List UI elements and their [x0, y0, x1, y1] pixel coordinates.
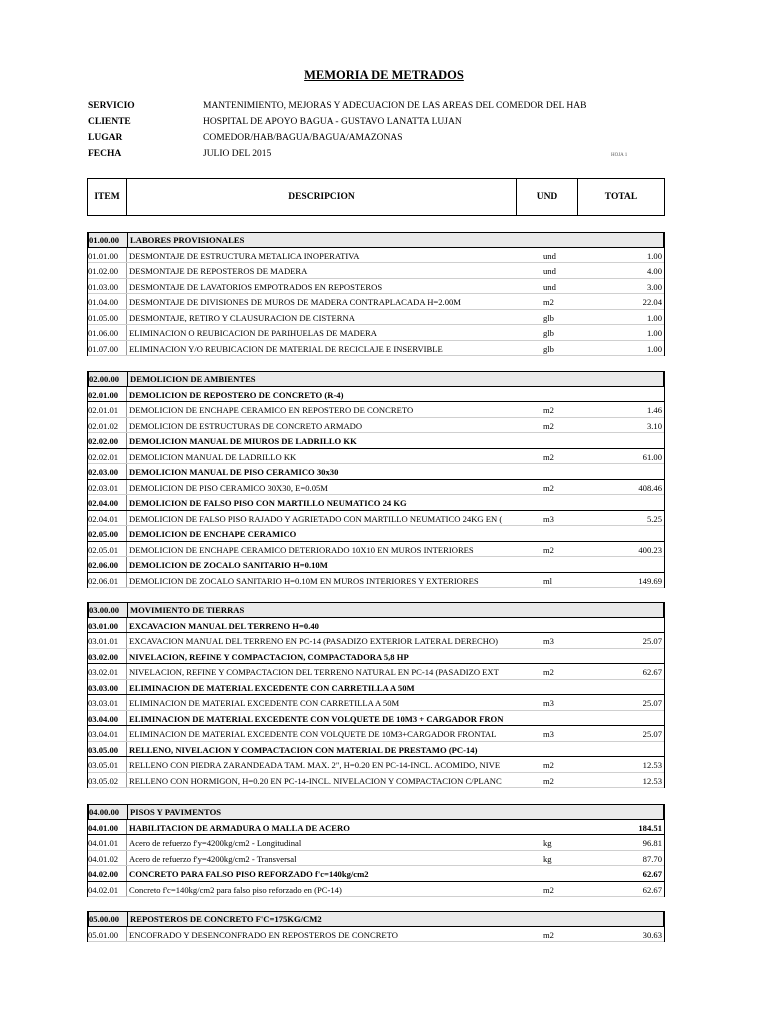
item-unit: und [543, 281, 556, 292]
table-row [88, 341, 664, 357]
table-row [88, 835, 664, 851]
table-row [88, 511, 664, 527]
subsection-row [88, 618, 664, 634]
meta-label: LUGAR [88, 133, 123, 143]
section-header-row [88, 232, 664, 248]
item-code: 02.03.01 [88, 482, 119, 493]
item-code: 04.02.00 [88, 869, 119, 879]
item-unit: m2 [543, 451, 554, 462]
item-total: 62.67 [642, 884, 662, 895]
item-description: ELIMINACION DE MATERIAL EXCEDENTE CON VOLQUETE DE 10M3+CARGADOR FRONTAL [129, 729, 497, 739]
item-code: 01.01.00 [88, 250, 119, 261]
item-description: DESMONTAJE DE REPOSTEROS DE MADERA [129, 266, 308, 276]
item-code: 01.07.00 [88, 343, 119, 354]
subsection-row [88, 820, 664, 836]
item-description: RELLENO CON PIEDRA ZARANDEADA TAM. MAX. 2", H=0.20 EN PC-14-INCL. ACOMIDO, NIVE [129, 760, 501, 770]
item-code: 01.05.00 [88, 312, 119, 323]
table-section [87, 232, 665, 356]
meta-value: COMEDOR/HAB/BAGUA/BAGUA/AMAZONAS [203, 133, 403, 143]
item-code: 02.06.01 [88, 575, 119, 586]
item-description: DEMOLICION DE ZOCALO SANITARIO H=0.10M EN MUROS INTERIORES Y EXTERIORES [129, 575, 479, 586]
item-description: DEMOLICION DE ENCHAPE CERAMICO DETERIORADO 10X10 EN MUROS INTERIORES [129, 544, 474, 555]
table-row [88, 664, 664, 680]
item-code: 04.00.00 [89, 807, 120, 817]
table-row [88, 325, 664, 341]
item-unit: glb [543, 343, 554, 354]
item-unit: und [543, 250, 556, 261]
item-description: MOVIMIENTO DE TIERRAS [130, 605, 245, 615]
subsection-row [88, 557, 664, 573]
item-code: 04.01.02 [88, 853, 119, 864]
meta-label: CLIENTE [88, 117, 131, 127]
table-row [88, 726, 664, 742]
item-unit: m3 [543, 636, 554, 646]
subsection-row [88, 711, 664, 727]
table-row [88, 927, 664, 943]
item-code: 01.00.00 [89, 235, 120, 245]
item-total: 87.70 [642, 853, 662, 864]
item-description: DEMOLICION DE PISO CERAMICO 30X30, E=0.05M [129, 482, 328, 493]
item-total: 1.00 [646, 343, 662, 354]
subsection-row [88, 433, 664, 449]
item-description: DEMOLICION DE FALSO PISO RAJADO Y AGRIETADO CON MARTILLO NEUMATICO 24KG EN ( [129, 513, 503, 524]
header-description: DESCRIPCION [127, 179, 517, 215]
item-total: 12.53 [642, 760, 662, 770]
item-code: 02.03.00 [88, 467, 119, 477]
item-code: 05.01.00 [88, 929, 119, 940]
item-total: 184.51 [638, 822, 662, 833]
item-description: ELIMINACION DE MATERIAL EXCEDENTE CON CARRETILLA A 50M [129, 698, 400, 708]
item-description: DESMONTAJE DE ESTRUCTURA METALICA INOPERATIVA [129, 250, 360, 261]
item-total: 1.00 [646, 250, 662, 261]
item-description: DESMONTAJE DE LAVATORIOS EMPOTRADOS EN REPOSTEROS [129, 281, 383, 292]
item-code: 03.01.00 [88, 620, 119, 631]
item-description: Acero de refuerzo f'y=4200kg/cm2 - Transversal [129, 853, 297, 864]
item-description: Acero de refuerzo f'y=4200kg/cm2 - Longitudinal [129, 838, 302, 848]
table-row [88, 294, 664, 310]
item-total: 30.63 [642, 929, 662, 940]
item-unit: ml [543, 575, 553, 586]
item-unit: glb [543, 328, 554, 338]
item-description: PISOS Y PAVIMENTOS [130, 807, 222, 817]
table-row [88, 882, 664, 898]
table-section [87, 911, 665, 942]
item-description: ELIMINACION DE MATERIAL EXCEDENTE CON CARRETILLA A 50M [129, 682, 415, 693]
item-code: 02.02.01 [88, 451, 119, 462]
table-section [87, 371, 665, 588]
table-row [88, 542, 664, 558]
item-unit: m2 [543, 420, 554, 431]
item-description: DEMOLICION DE FALSO PISO CON MARTILLO NEUMATICO 24 KG [129, 498, 407, 508]
item-description: DEMOLICION DE ZOCALO SANITARIO H=0.10M [129, 560, 328, 570]
subsection-row [88, 464, 664, 480]
document-title: MEMORIA DE METRADOS [304, 68, 464, 82]
meta-value: MANTENIMIENTO, MEJORAS Y ADECUACION DE LAS AREAS DEL COMEDOR DEL HAB [203, 101, 587, 111]
item-description: HABILITACION DE ARMADURA O MALLA DE ACERO [129, 822, 350, 833]
item-description: ELIMINACION O REUBICACION DE PARIHUELAS DE MADERA [129, 328, 377, 338]
item-code: 02.01.00 [88, 389, 119, 400]
subsection-row [88, 680, 664, 696]
item-code: 02.00.00 [89, 374, 120, 384]
item-code: 04.02.01 [88, 884, 119, 895]
table-section [87, 804, 665, 897]
item-code: 02.05.00 [88, 529, 119, 539]
item-unit: m3 [543, 513, 554, 524]
item-unit: m2 [543, 775, 554, 786]
table-row [88, 633, 664, 649]
item-code: 01.02.00 [88, 266, 119, 276]
item-unit: m2 [543, 884, 554, 895]
table-row [88, 263, 664, 279]
meta-label: SERVICIO [88, 101, 135, 111]
item-code: 03.05.01 [88, 760, 119, 770]
item-description: RELLENO, NIVELACION Y COMPACTACION CON MATERIAL DE PRESTAMO (PC-14) [129, 744, 478, 755]
table-row [88, 757, 664, 773]
item-code: 02.06.00 [88, 560, 119, 570]
item-total: 61.00 [642, 451, 662, 462]
meta-value: HOSPITAL DE APOYO BAGUA - GUSTAVO LANATTA LUJAN [203, 117, 462, 127]
item-code: 03.02.00 [88, 651, 119, 662]
item-description: DEMOLICION MANUAL DE PISO CERAMICO 30x30 [129, 467, 339, 477]
header-unit: UND [517, 179, 578, 215]
item-total: 25.07 [642, 698, 662, 708]
subsection-row [88, 649, 664, 665]
item-description: EXCAVACION MANUAL DEL TERRENO EN PC-14 (PASADIZO EXTERIOR LATERAL DERECHO) [129, 636, 498, 646]
item-total: 62.67 [642, 869, 662, 879]
item-description: DESMONTAJE DE DIVISIONES DE MUROS DE MADERA CONTRAPLACADA H=2.00M [129, 297, 461, 307]
item-description: DEMOLICION DE AMBIENTES [130, 374, 256, 384]
item-description: DEMOLICION MANUAL DE MIUROS DE LADRILLO KK [129, 436, 357, 446]
subsection-row [88, 742, 664, 758]
item-description: REPOSTEROS DE CONCRETO F'C=175KG/CM2 [130, 914, 322, 924]
table-section [87, 602, 665, 788]
section-header-row [88, 804, 664, 820]
item-total: 12.53 [642, 775, 662, 786]
item-total: 25.07 [642, 729, 662, 739]
item-total: 400.23 [638, 544, 662, 555]
item-description: NIVELACION, REFINE Y COMPACTACION, COMPACTADORA 5,8 HP [129, 651, 409, 662]
table-row [88, 773, 664, 789]
item-code: 01.04.00 [88, 297, 119, 307]
item-unit: und [543, 266, 556, 276]
table-row [88, 402, 664, 418]
header-item: ITEM [88, 179, 127, 215]
item-code: 03.05.00 [88, 744, 119, 755]
item-code: 02.01.02 [88, 420, 119, 431]
subsection-row [88, 495, 664, 511]
item-total: 96.81 [642, 838, 662, 848]
item-code: 02.02.00 [88, 436, 119, 446]
item-description: ENCOFRADO Y DESENCONFRADO EN REPOSTEROS DE CONCRETO [129, 929, 398, 940]
item-description: Concreto f'c=140kg/cm2 para falso piso reforzado en (PC-14) [129, 884, 342, 895]
table-header [87, 178, 665, 216]
item-code: 03.05.02 [88, 775, 119, 786]
item-total: 5.25 [646, 513, 662, 524]
page-number: HOJA 1 [611, 153, 628, 158]
item-code: 03.00.00 [89, 605, 120, 615]
item-code: 03.03.00 [88, 682, 119, 693]
item-unit: kg [543, 838, 552, 848]
table-row [88, 480, 664, 496]
item-description: DEMOLICION DE ENCHAPE CERAMICO [129, 529, 297, 539]
item-unit: m2 [543, 482, 554, 493]
table-row [88, 279, 664, 295]
item-unit: m3 [543, 729, 554, 739]
table-row [88, 573, 664, 589]
item-description: NIVELACION, REFINE Y COMPACTACION DEL TERRENO NATURAL EN PC-14 (PASADIZO EXT [129, 667, 499, 677]
item-total: 408.46 [638, 482, 662, 493]
section-header-row [88, 371, 664, 387]
item-code: 03.04.01 [88, 729, 119, 739]
item-description: DEMOLICION DE REPOSTERO DE CONCRETO (R-4) [129, 389, 344, 400]
item-description: DEMOLICION MANUAL DE LADRILLO KK [129, 451, 297, 462]
item-total: 3.10 [646, 420, 662, 431]
meta-value: JULIO DEL 2015 [203, 149, 272, 159]
item-code: 03.03.01 [88, 698, 119, 708]
item-unit: m2 [543, 929, 554, 940]
item-code: 02.01.01 [88, 405, 119, 415]
item-code: 03.01.01 [88, 636, 119, 646]
item-code: 03.02.01 [88, 667, 119, 677]
item-description: EXCAVACION MANUAL DEL TERRENO H=0.40 [129, 620, 319, 631]
item-description: RELLENO CON HORMIGON, H=0.20 EN PC-14-INCL. NIVELACION Y COMPACTACION C/PLANC [129, 775, 502, 786]
item-total: 1.00 [646, 328, 662, 338]
section-header-row [88, 911, 664, 927]
item-unit: m2 [543, 297, 554, 307]
table-row [88, 418, 664, 434]
item-unit: m3 [543, 698, 554, 708]
table-row [88, 248, 664, 264]
item-code: 02.05.01 [88, 544, 119, 555]
table-row [88, 310, 664, 326]
item-total: 149.69 [638, 575, 662, 586]
item-total: 3.00 [646, 281, 662, 292]
item-code: 05.00.00 [89, 914, 120, 924]
item-description: DESMONTAJE, RETIRO Y CLAUSURACION DE CISTERNA [129, 312, 355, 323]
subsection-row [88, 866, 664, 882]
item-total: 22.04 [642, 297, 662, 307]
item-description: CONCRETO PARA FALSO PISO REFORZADO f'c=140kg/cm2 [129, 869, 369, 879]
header-total: TOTAL [604, 192, 638, 202]
item-code: 01.06.00 [88, 328, 119, 338]
item-total: 62.67 [642, 667, 662, 677]
item-unit: m2 [543, 405, 554, 415]
table-row [88, 449, 664, 465]
item-description: LABORES PROVISIONALES [130, 235, 245, 245]
item-code: 02.04.01 [88, 513, 119, 524]
item-code: 04.01.00 [88, 822, 119, 833]
meta-label: FECHA [88, 149, 122, 159]
item-unit: m2 [543, 544, 554, 555]
item-code: 03.04.00 [88, 713, 119, 724]
item-unit: glb [543, 312, 554, 323]
item-total: 4.00 [646, 266, 662, 276]
item-total: 1.00 [646, 312, 662, 323]
item-description: DEMOLICION DE ESTRUCTURAS DE CONCRETO ARMADO [129, 420, 363, 431]
section-header-row [88, 602, 664, 618]
item-description: ELIMINACION DE MATERIAL EXCEDENTE CON VOLQUETE DE 10M3 + CARGADOR FRON [129, 713, 504, 724]
table-row [88, 851, 664, 867]
item-total: 25.07 [642, 636, 662, 646]
item-description: DEMOLICION DE ENCHAPE CERAMICO EN REPOSTERO DE CONCRETO [129, 405, 414, 415]
item-unit: m2 [543, 760, 554, 770]
item-description: ELIMINACION Y/O REUBICACION DE MATERIAL DE RECICLAJE E INSERVIBLE [129, 343, 443, 354]
item-total: 1.46 [646, 405, 662, 415]
item-code: 04.01.01 [88, 838, 119, 848]
item-unit: m2 [543, 667, 554, 677]
subsection-row [88, 526, 664, 542]
subsection-row [88, 387, 664, 403]
item-unit: kg [543, 853, 552, 864]
item-code: 02.04.00 [88, 498, 119, 508]
table-row [88, 695, 664, 711]
item-code: 01.03.00 [88, 281, 119, 292]
